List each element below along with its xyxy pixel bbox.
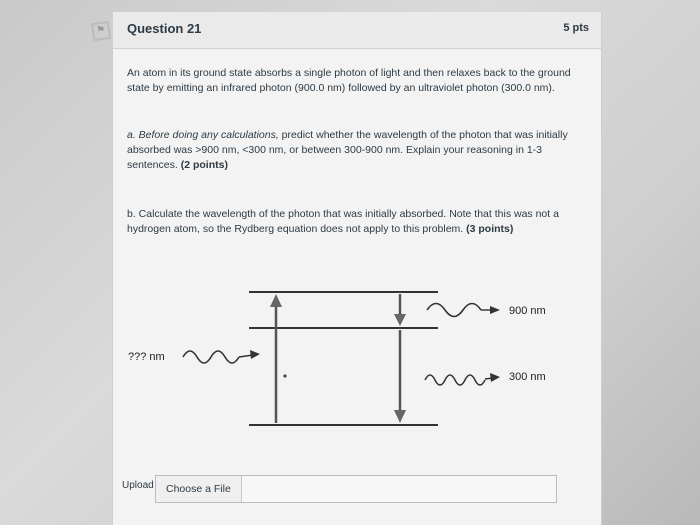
wave-900nm	[427, 304, 481, 317]
question-points: 5 pts	[563, 22, 589, 34]
energy-level-diagram	[113, 12, 603, 525]
wave-absorbed-arrowhead	[250, 350, 260, 359]
question-title: Question 21	[127, 21, 202, 36]
wave-absorbed	[183, 351, 239, 363]
flag-icon[interactable]: ⚑	[91, 21, 111, 41]
choose-file-button[interactable]: Choose a File	[156, 476, 242, 502]
part-a-points: (2 points)	[180, 159, 228, 171]
emission-arrowhead-1	[394, 314, 406, 326]
absorption-arrowhead	[270, 294, 282, 307]
absorbed-photon-label: ??? nm	[128, 351, 165, 363]
speck-dot	[283, 374, 286, 377]
emitted-photon-900-label: 900 nm	[509, 305, 546, 317]
wave-300nm-arrowhead	[490, 373, 500, 382]
wave-900nm-arrowhead	[490, 306, 500, 314]
part-a-text: predict whether the wavelength of the photon that was initially absorbed was >900 nm, <300 nm, or between 300-900 nm. Explain your reasoning in 1-3 sentences.	[127, 129, 568, 171]
part-b-points: (3 points)	[466, 223, 514, 235]
wave-300nm	[425, 375, 485, 385]
file-upload-field[interactable]	[155, 475, 557, 503]
question-card	[112, 12, 602, 525]
part-a-italic: a. Before doing any calculations,	[127, 129, 279, 141]
emission-arrowhead-2	[394, 410, 406, 423]
question-intro: An atom in its ground state absorbs a single photon of light and then relaxes back to the ground state by emitting an infrared photon (900.0 nm) followed by an ultraviolet photon (300.0 nm).	[127, 67, 571, 94]
part-b-text: b. Calculate the wavelength of the photon that was initially absorbed. Note that this was not a hydrogen atom, so the Rydberg equation does not apply to this problem.	[127, 208, 559, 235]
emitted-photon-300-label: 300 nm	[509, 371, 546, 383]
upload-label: Upload	[122, 480, 154, 491]
